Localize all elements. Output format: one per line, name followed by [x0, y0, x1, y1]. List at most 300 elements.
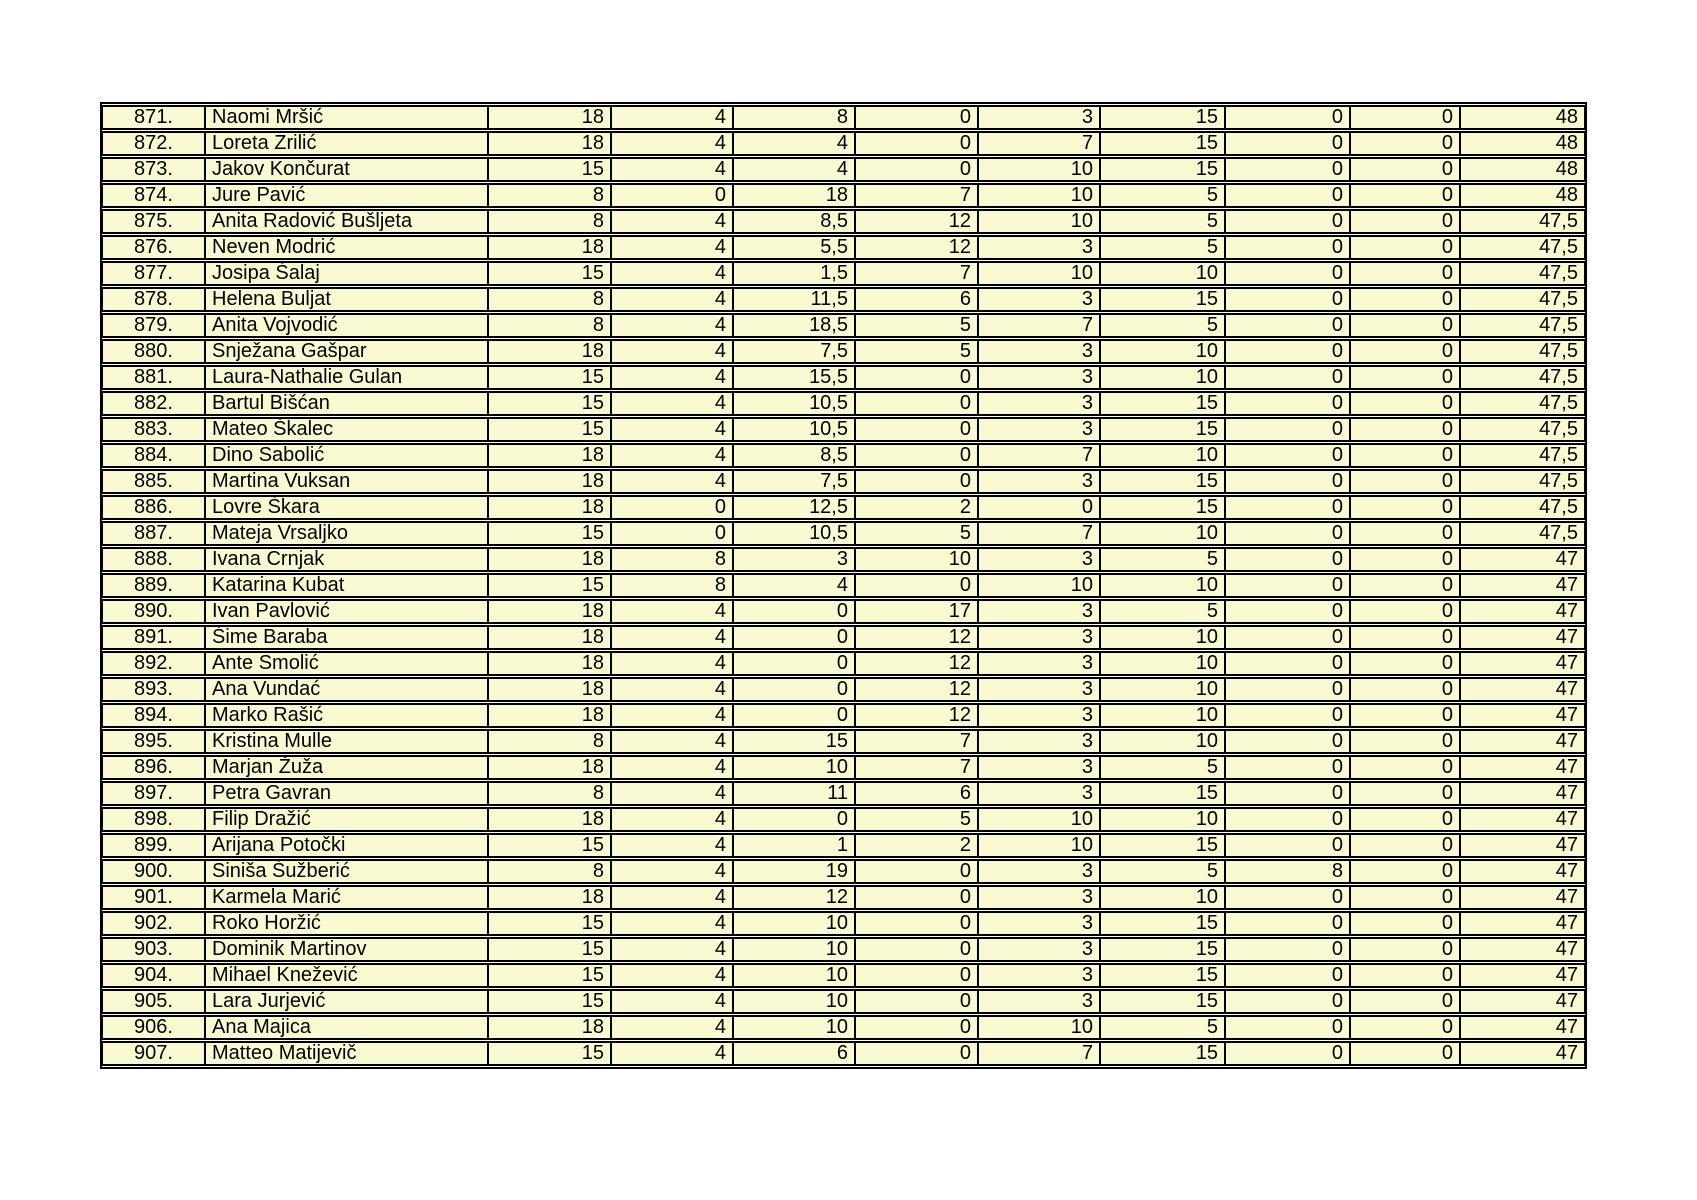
- total-cell: 47,5: [1460, 521, 1585, 546]
- score5-cell: 3: [978, 729, 1100, 754]
- score1-cell: 18: [488, 625, 611, 650]
- score3-cell: 19: [733, 859, 855, 884]
- score4-cell: 0: [855, 365, 978, 390]
- score3-cell: 0: [733, 807, 855, 832]
- score1-cell: 18: [488, 1015, 611, 1040]
- name-cell: Karmela Marić: [205, 885, 488, 910]
- score6-cell: 15: [1100, 963, 1225, 988]
- table-row: [102, 625, 1585, 650]
- table-row: [102, 1015, 1585, 1040]
- score7-cell: 0: [1225, 651, 1350, 676]
- rank-cell: 890.: [102, 599, 205, 624]
- score8-cell: 0: [1350, 651, 1460, 676]
- score2-cell: 4: [611, 287, 733, 312]
- name-cell: Martina Vuksan: [205, 469, 488, 494]
- table-row: [102, 209, 1585, 234]
- total-cell: 47: [1460, 573, 1585, 598]
- total-cell: 47,5: [1460, 391, 1585, 416]
- score6-cell: 15: [1100, 105, 1225, 130]
- rank-cell: 891.: [102, 625, 205, 650]
- score5-cell: 3: [978, 651, 1100, 676]
- score2-cell: 8: [611, 573, 733, 598]
- score2-cell: 4: [611, 313, 733, 338]
- score6-cell: 15: [1100, 911, 1225, 936]
- score4-cell: 0: [855, 391, 978, 416]
- score5-cell: 3: [978, 339, 1100, 364]
- rank-cell: 876.: [102, 235, 205, 260]
- table-row: [102, 443, 1585, 468]
- score6-cell: 5: [1100, 313, 1225, 338]
- score8-cell: 0: [1350, 443, 1460, 468]
- score2-cell: 4: [611, 729, 733, 754]
- table-row: [102, 573, 1585, 598]
- rank-cell: 896.: [102, 755, 205, 780]
- score5-cell: 10: [978, 209, 1100, 234]
- score6-cell: 5: [1100, 755, 1225, 780]
- total-cell: 47: [1460, 625, 1585, 650]
- score4-cell: 0: [855, 885, 978, 910]
- name-cell: Mateja Vrsaljko: [205, 521, 488, 546]
- table-row: [102, 859, 1585, 884]
- name-cell: Helena Buljat: [205, 287, 488, 312]
- score3-cell: 0: [733, 677, 855, 702]
- name-cell: Snježana Gašpar: [205, 339, 488, 364]
- score3-cell: 10: [733, 963, 855, 988]
- score4-cell: 0: [855, 469, 978, 494]
- score7-cell: 0: [1225, 417, 1350, 442]
- total-cell: 47: [1460, 937, 1585, 962]
- score2-cell: 4: [611, 1015, 733, 1040]
- score5-cell: 3: [978, 963, 1100, 988]
- score8-cell: 0: [1350, 703, 1460, 728]
- score6-cell: 15: [1100, 833, 1225, 858]
- score5-cell: 10: [978, 183, 1100, 208]
- score8-cell: 0: [1350, 937, 1460, 962]
- rank-cell: 881.: [102, 365, 205, 390]
- score3-cell: 0: [733, 599, 855, 624]
- score3-cell: 11,5: [733, 287, 855, 312]
- score1-cell: 18: [488, 599, 611, 624]
- score8-cell: 0: [1350, 833, 1460, 858]
- table-row: [102, 1041, 1585, 1066]
- score5-cell: 7: [978, 131, 1100, 156]
- name-cell: Filip Dražić: [205, 807, 488, 832]
- rank-cell: 902.: [102, 911, 205, 936]
- table-row: [102, 521, 1585, 546]
- score1-cell: 18: [488, 677, 611, 702]
- table-row: [102, 547, 1585, 572]
- score6-cell: 5: [1100, 547, 1225, 572]
- name-cell: Jakov Končurat: [205, 157, 488, 182]
- score6-cell: 15: [1100, 287, 1225, 312]
- rank-cell: 893.: [102, 677, 205, 702]
- score6-cell: 10: [1100, 885, 1225, 910]
- score8-cell: 0: [1350, 677, 1460, 702]
- total-cell: 47,5: [1460, 287, 1585, 312]
- score4-cell: 0: [855, 417, 978, 442]
- score3-cell: 15,5: [733, 365, 855, 390]
- table-row: [102, 807, 1585, 832]
- score4-cell: 6: [855, 781, 978, 806]
- score7-cell: 0: [1225, 365, 1350, 390]
- total-cell: 47: [1460, 989, 1585, 1014]
- score3-cell: 1: [733, 833, 855, 858]
- score4-cell: 0: [855, 859, 978, 884]
- table-row: [102, 131, 1585, 156]
- table-row: [102, 937, 1585, 962]
- score6-cell: 5: [1100, 235, 1225, 260]
- total-cell: 47: [1460, 729, 1585, 754]
- score2-cell: 4: [611, 1041, 733, 1066]
- score6-cell: 15: [1100, 937, 1225, 962]
- rank-cell: 901.: [102, 885, 205, 910]
- name-cell: Matteo Matijevič: [205, 1041, 488, 1066]
- score1-cell: 15: [488, 989, 611, 1014]
- table-row: [102, 963, 1585, 988]
- score5-cell: 3: [978, 677, 1100, 702]
- score2-cell: 4: [611, 833, 733, 858]
- score5-cell: 3: [978, 469, 1100, 494]
- score7-cell: 0: [1225, 1041, 1350, 1066]
- score3-cell: 4: [733, 157, 855, 182]
- total-cell: 47: [1460, 781, 1585, 806]
- score8-cell: 0: [1350, 625, 1460, 650]
- score6-cell: 15: [1100, 781, 1225, 806]
- score8-cell: 0: [1350, 729, 1460, 754]
- score7-cell: 0: [1225, 495, 1350, 520]
- total-cell: 47: [1460, 911, 1585, 936]
- score2-cell: 4: [611, 755, 733, 780]
- score7-cell: 0: [1225, 157, 1350, 182]
- table-row: [102, 495, 1585, 520]
- score1-cell: 8: [488, 287, 611, 312]
- score5-cell: 3: [978, 287, 1100, 312]
- score4-cell: 0: [855, 937, 978, 962]
- score6-cell: 10: [1100, 677, 1225, 702]
- score8-cell: 0: [1350, 807, 1460, 832]
- score1-cell: 18: [488, 339, 611, 364]
- score5-cell: 0: [978, 495, 1100, 520]
- score7-cell: 0: [1225, 235, 1350, 260]
- name-cell: Mateo Škalec: [205, 417, 488, 442]
- table-row: [102, 469, 1585, 494]
- score6-cell: 5: [1100, 599, 1225, 624]
- score1-cell: 18: [488, 807, 611, 832]
- rank-cell: 900.: [102, 859, 205, 884]
- total-cell: 47: [1460, 859, 1585, 884]
- score8-cell: 0: [1350, 885, 1460, 910]
- score6-cell: 10: [1100, 521, 1225, 546]
- total-cell: 48: [1460, 183, 1585, 208]
- score2-cell: 4: [611, 651, 733, 676]
- total-cell: 47: [1460, 885, 1585, 910]
- score6-cell: 15: [1100, 131, 1225, 156]
- score7-cell: 0: [1225, 963, 1350, 988]
- name-cell: Naomi Mršić: [205, 105, 488, 130]
- name-cell: Šime Baraba: [205, 625, 488, 650]
- score2-cell: 4: [611, 209, 733, 234]
- score1-cell: 8: [488, 781, 611, 806]
- rank-cell: 907.: [102, 1041, 205, 1066]
- score4-cell: 10: [855, 547, 978, 572]
- score4-cell: 12: [855, 703, 978, 728]
- score3-cell: 15: [733, 729, 855, 754]
- name-cell: Arijana Potočki: [205, 833, 488, 858]
- score4-cell: 12: [855, 235, 978, 260]
- score4-cell: 0: [855, 911, 978, 936]
- score4-cell: 12: [855, 651, 978, 676]
- score8-cell: 0: [1350, 1041, 1460, 1066]
- score2-cell: 4: [611, 625, 733, 650]
- score3-cell: 8: [733, 105, 855, 130]
- score7-cell: 0: [1225, 209, 1350, 234]
- score4-cell: 0: [855, 573, 978, 598]
- score8-cell: 0: [1350, 261, 1460, 286]
- rank-cell: 878.: [102, 287, 205, 312]
- score4-cell: 5: [855, 807, 978, 832]
- score1-cell: 18: [488, 469, 611, 494]
- name-cell: Neven Modrić: [205, 235, 488, 260]
- name-cell: Anita Vojvodić: [205, 313, 488, 338]
- total-cell: 47,5: [1460, 443, 1585, 468]
- score3-cell: 18: [733, 183, 855, 208]
- rank-cell: 871.: [102, 105, 205, 130]
- total-cell: 47: [1460, 755, 1585, 780]
- score5-cell: 3: [978, 599, 1100, 624]
- name-cell: Ana Majica: [205, 1015, 488, 1040]
- score3-cell: 7,5: [733, 339, 855, 364]
- score8-cell: 0: [1350, 859, 1460, 884]
- score6-cell: 15: [1100, 495, 1225, 520]
- rank-cell: 885.: [102, 469, 205, 494]
- score6-cell: 15: [1100, 417, 1225, 442]
- table-row: [102, 729, 1585, 754]
- rank-cell: 898.: [102, 807, 205, 832]
- score6-cell: 10: [1100, 365, 1225, 390]
- score8-cell: 0: [1350, 989, 1460, 1014]
- rank-cell: 889.: [102, 573, 205, 598]
- score7-cell: 8: [1225, 859, 1350, 884]
- name-cell: Anita Radović Bušljeta: [205, 209, 488, 234]
- name-cell: Mihael Knežević: [205, 963, 488, 988]
- table-row: [102, 833, 1585, 858]
- score6-cell: 10: [1100, 651, 1225, 676]
- score7-cell: 0: [1225, 131, 1350, 156]
- score5-cell: 7: [978, 521, 1100, 546]
- name-cell: Ivan Pavlović: [205, 599, 488, 624]
- table-row: [102, 365, 1585, 390]
- score2-cell: 4: [611, 157, 733, 182]
- total-cell: 48: [1460, 157, 1585, 182]
- table-row: [102, 599, 1585, 624]
- score5-cell: 3: [978, 989, 1100, 1014]
- score8-cell: 0: [1350, 339, 1460, 364]
- score5-cell: 3: [978, 417, 1100, 442]
- score5-cell: 10: [978, 261, 1100, 286]
- score3-cell: 10: [733, 937, 855, 962]
- score2-cell: 4: [611, 235, 733, 260]
- score8-cell: 0: [1350, 495, 1460, 520]
- score1-cell: 18: [488, 443, 611, 468]
- rank-cell: 892.: [102, 651, 205, 676]
- score6-cell: 15: [1100, 1041, 1225, 1066]
- score1-cell: 15: [488, 157, 611, 182]
- total-cell: 47: [1460, 677, 1585, 702]
- score4-cell: 7: [855, 183, 978, 208]
- table-row: [102, 339, 1585, 364]
- score4-cell: 0: [855, 131, 978, 156]
- rank-cell: 884.: [102, 443, 205, 468]
- name-cell: Loreta Zrilić: [205, 131, 488, 156]
- score4-cell: 0: [855, 157, 978, 182]
- score7-cell: 0: [1225, 937, 1350, 962]
- score6-cell: 5: [1100, 209, 1225, 234]
- score4-cell: 0: [855, 963, 978, 988]
- score1-cell: 18: [488, 651, 611, 676]
- score1-cell: 15: [488, 833, 611, 858]
- table-row: [102, 911, 1585, 936]
- name-cell: Marko Rašić: [205, 703, 488, 728]
- rank-cell: 903.: [102, 937, 205, 962]
- score5-cell: 3: [978, 755, 1100, 780]
- score7-cell: 0: [1225, 521, 1350, 546]
- score1-cell: 15: [488, 1041, 611, 1066]
- total-cell: 47: [1460, 833, 1585, 858]
- score5-cell: 10: [978, 157, 1100, 182]
- score6-cell: 10: [1100, 339, 1225, 364]
- total-cell: 47: [1460, 1015, 1585, 1040]
- score2-cell: 0: [611, 183, 733, 208]
- score5-cell: 3: [978, 105, 1100, 130]
- score8-cell: 0: [1350, 131, 1460, 156]
- name-cell: Lara Jurjević: [205, 989, 488, 1014]
- score4-cell: 7: [855, 755, 978, 780]
- score5-cell: 3: [978, 703, 1100, 728]
- total-cell: 47,5: [1460, 235, 1585, 260]
- score3-cell: 10: [733, 1015, 855, 1040]
- score4-cell: 0: [855, 989, 978, 1014]
- score2-cell: 4: [611, 677, 733, 702]
- score2-cell: 4: [611, 885, 733, 910]
- score8-cell: 0: [1350, 1015, 1460, 1040]
- score5-cell: 3: [978, 781, 1100, 806]
- table-row: [102, 677, 1585, 702]
- score7-cell: 0: [1225, 833, 1350, 858]
- score2-cell: 4: [611, 989, 733, 1014]
- score1-cell: 8: [488, 859, 611, 884]
- score8-cell: 0: [1350, 287, 1460, 312]
- table-row: [102, 651, 1585, 676]
- rank-cell: 877.: [102, 261, 205, 286]
- score8-cell: 0: [1350, 755, 1460, 780]
- score5-cell: 3: [978, 859, 1100, 884]
- score1-cell: 15: [488, 261, 611, 286]
- score5-cell: 3: [978, 365, 1100, 390]
- score8-cell: 0: [1350, 781, 1460, 806]
- score5-cell: 3: [978, 391, 1100, 416]
- score5-cell: 3: [978, 235, 1100, 260]
- score2-cell: 4: [611, 703, 733, 728]
- rank-cell: 887.: [102, 521, 205, 546]
- score2-cell: 0: [611, 521, 733, 546]
- score8-cell: 0: [1350, 911, 1460, 936]
- score6-cell: 15: [1100, 469, 1225, 494]
- table-row: [102, 885, 1585, 910]
- name-cell: Dino Sabolić: [205, 443, 488, 468]
- score7-cell: 0: [1225, 911, 1350, 936]
- score6-cell: 5: [1100, 859, 1225, 884]
- score7-cell: 0: [1225, 573, 1350, 598]
- score2-cell: 4: [611, 937, 733, 962]
- score3-cell: 8,5: [733, 209, 855, 234]
- score1-cell: 8: [488, 729, 611, 754]
- score2-cell: 4: [611, 781, 733, 806]
- score7-cell: 0: [1225, 599, 1350, 624]
- score2-cell: 4: [611, 391, 733, 416]
- score3-cell: 10,5: [733, 391, 855, 416]
- table-row: [102, 261, 1585, 286]
- score5-cell: 7: [978, 443, 1100, 468]
- score3-cell: 4: [733, 573, 855, 598]
- name-cell: Siniša Šužberić: [205, 859, 488, 884]
- table-row: [102, 157, 1585, 182]
- score8-cell: 0: [1350, 105, 1460, 130]
- total-cell: 47,5: [1460, 261, 1585, 286]
- rank-cell: 899.: [102, 833, 205, 858]
- score3-cell: 12,5: [733, 495, 855, 520]
- name-cell: Kristina Mulle: [205, 729, 488, 754]
- score5-cell: 3: [978, 625, 1100, 650]
- score5-cell: 10: [978, 807, 1100, 832]
- score1-cell: 15: [488, 365, 611, 390]
- score4-cell: 12: [855, 677, 978, 702]
- total-cell: 47: [1460, 807, 1585, 832]
- score2-cell: 4: [611, 261, 733, 286]
- name-cell: Petra Gavran: [205, 781, 488, 806]
- score3-cell: 10: [733, 989, 855, 1014]
- total-cell: 47,5: [1460, 417, 1585, 442]
- rank-cell: 888.: [102, 547, 205, 572]
- score8-cell: 0: [1350, 157, 1460, 182]
- score6-cell: 5: [1100, 1015, 1225, 1040]
- table-row: [102, 183, 1585, 208]
- score2-cell: 4: [611, 417, 733, 442]
- rank-cell: 879.: [102, 313, 205, 338]
- score7-cell: 0: [1225, 703, 1350, 728]
- score2-cell: 4: [611, 365, 733, 390]
- score6-cell: 10: [1100, 807, 1225, 832]
- score2-cell: 4: [611, 469, 733, 494]
- score5-cell: 3: [978, 937, 1100, 962]
- score4-cell: 2: [855, 495, 978, 520]
- score1-cell: 18: [488, 547, 611, 572]
- score1-cell: 18: [488, 885, 611, 910]
- score2-cell: 4: [611, 807, 733, 832]
- score1-cell: 15: [488, 573, 611, 598]
- score4-cell: 5: [855, 521, 978, 546]
- score3-cell: 10: [733, 755, 855, 780]
- total-cell: 47,5: [1460, 209, 1585, 234]
- score7-cell: 0: [1225, 339, 1350, 364]
- score3-cell: 5,5: [733, 235, 855, 260]
- score3-cell: 6: [733, 1041, 855, 1066]
- name-cell: Jure Pavić: [205, 183, 488, 208]
- rank-cell: 897.: [102, 781, 205, 806]
- name-cell: Ante Smolić: [205, 651, 488, 676]
- total-cell: 47: [1460, 547, 1585, 572]
- score6-cell: 10: [1100, 261, 1225, 286]
- score1-cell: 18: [488, 235, 611, 260]
